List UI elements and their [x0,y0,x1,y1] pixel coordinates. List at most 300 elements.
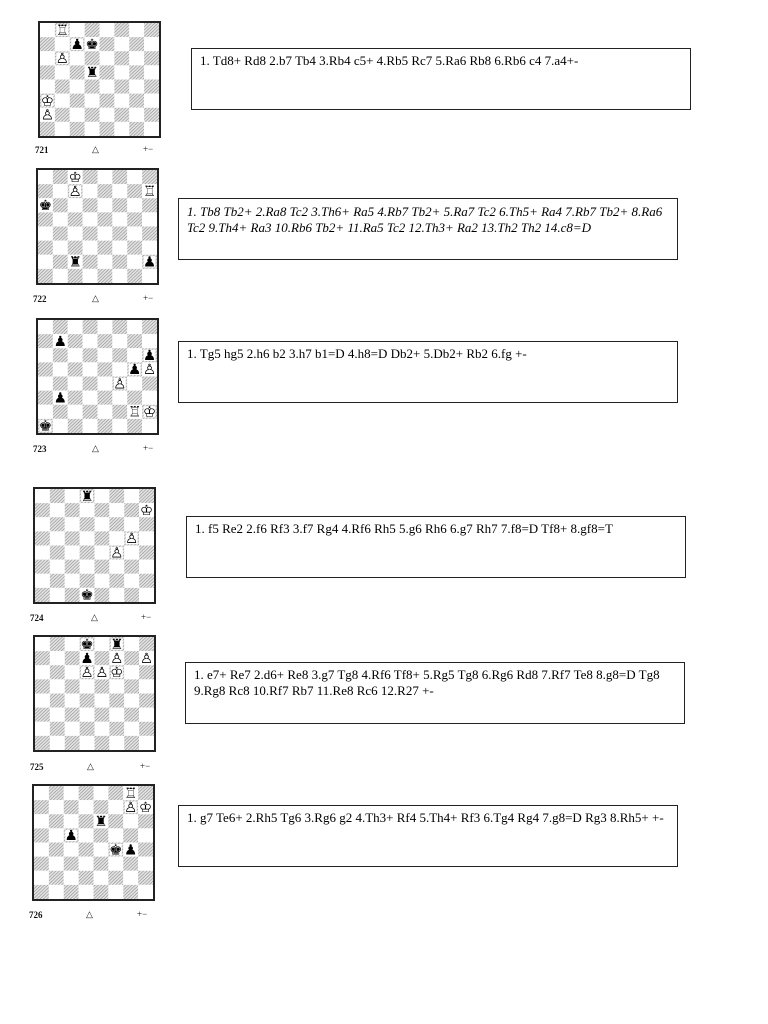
dark-square [124,588,139,602]
light-square [127,320,142,334]
light-square [38,255,53,269]
light-square [129,51,144,65]
dark-square [35,503,50,517]
dark-square [98,391,113,405]
light-square [50,503,65,517]
dark-square [139,665,154,679]
dark-square [38,334,53,348]
dark-square [123,885,138,899]
light-square [98,170,113,184]
dark-square [38,212,53,226]
dark-square [94,800,109,814]
dark-square [124,679,139,693]
dark-square [34,828,49,842]
evaluation-symbol: +− [137,909,148,919]
white-pawn-icon: ♙ [110,545,124,562]
dark-square [64,885,79,899]
chessboard [35,489,154,602]
light-square [83,391,98,405]
dark-square [80,722,95,736]
dark-square [49,871,64,885]
light-square [40,51,55,65]
white-pawn-icon: ♙ [125,531,139,548]
dark-square [139,574,154,588]
dark-square [129,65,144,79]
dark-square [50,694,65,708]
solution-text: 1. Tb8 Tb2+ 2.Ra8 Tc2 3.Th6+ Ra5 4.Rb7 Tb2+ 5.Ra7 Tc2 6.Th5+ Ra4 7.Rb7 Tb2+ 8.Ra6 Tc2 9.Th4+ Ra3 10.Rb6 Tb2+ 11.Ra5 Tc2 12.Th3+ Ra2 13.Th2 Th2 14.c8=D [187,204,663,235]
dark-square [139,694,154,708]
dark-square [142,170,157,184]
light-square [108,857,123,871]
light-square [70,51,85,65]
solution-box-723 [178,341,678,403]
dark-square [34,885,49,899]
dark-square [65,531,80,545]
white-pawn-icon: ♙ [139,651,154,667]
light-square [142,419,157,433]
chess-diagram-725 [33,635,156,752]
diagram-number: 721 [35,145,49,155]
dark-square [65,679,80,693]
light-square [35,694,50,708]
triangle-icon: △ [92,144,99,154]
diagram-number: 725 [30,762,44,772]
dark-square [35,560,50,574]
dark-square [53,227,68,241]
dark-square [127,269,142,283]
light-square [114,37,129,51]
dark-square [109,722,124,736]
black-king-icon: ♚ [85,37,99,53]
dark-square [98,241,113,255]
dark-square [50,517,65,531]
diagram-number: 723 [33,444,47,454]
dark-square [139,637,154,651]
dark-square [55,80,70,94]
light-square [50,736,65,750]
dark-square [95,503,110,517]
chess-diagram-726 [32,784,155,901]
solution-text: 1. Td8+ Rd8 2.b7 Tb4 3.Rb4 c5+ 4.Rb5 Rc7 5.Ra6 Rb8 6.Rb6 c4 7.a4+- [200,53,579,68]
dark-square [98,334,113,348]
light-square [144,65,159,79]
black-king-icon: ♚ [109,842,123,859]
light-square [112,212,127,226]
light-square [49,857,64,871]
light-square [53,184,68,198]
light-square [34,786,49,800]
dark-square [53,255,68,269]
light-square [55,37,70,51]
dark-square [127,184,142,198]
white-king-icon: ♔ [68,170,82,186]
diagram-number: 724 [30,613,44,623]
light-square [124,637,139,651]
light-square [35,489,50,503]
light-square [139,679,154,693]
light-square [144,122,159,136]
diagram-caption-726 [29,910,159,924]
dark-square [38,391,53,405]
dark-square [65,736,80,750]
light-square [139,708,154,722]
light-square [80,503,95,517]
black-pawn-icon: ♟ [80,651,94,667]
dark-square [34,857,49,871]
light-square [127,255,142,269]
dark-square [35,651,50,665]
dark-square [124,708,139,722]
light-square [124,694,139,708]
dark-square [98,362,113,376]
light-square [80,531,95,545]
black-pawn-icon: ♟ [142,348,157,365]
light-square [35,722,50,736]
dark-square [83,377,98,391]
light-square [109,736,124,750]
light-square [114,94,129,108]
dark-square [98,212,113,226]
dark-square [80,517,95,531]
dark-square [68,362,83,376]
light-square [80,560,95,574]
white-rook-icon: ♖ [128,404,142,421]
light-square [65,546,80,560]
dark-square [95,679,110,693]
chessboard [40,23,159,136]
light-square [79,800,94,814]
white-pawn-icon: ♙ [113,376,127,393]
solution-box-721 [191,48,691,110]
dark-square [85,23,100,37]
light-square [142,212,157,226]
light-square [95,694,110,708]
dark-square [138,814,153,828]
light-square [50,560,65,574]
dark-square [68,391,83,405]
dark-square [112,405,127,419]
light-square [94,843,109,857]
dark-square [35,588,50,602]
dark-square [50,546,65,560]
light-square [138,828,153,842]
dark-square [94,857,109,871]
light-square [35,517,50,531]
dark-square [139,489,154,503]
dark-square [129,94,144,108]
dark-square [65,651,80,665]
light-square [124,665,139,679]
dark-square [79,814,94,828]
light-square [35,665,50,679]
light-square [83,419,98,433]
dark-square [79,843,94,857]
dark-square [68,241,83,255]
dark-square [144,108,159,122]
light-square [65,574,80,588]
light-square [68,227,83,241]
light-square [50,679,65,693]
black-rook-icon: ♜ [85,65,99,82]
light-square [139,736,154,750]
white-king-icon: ♔ [40,93,55,110]
dark-square [109,489,124,503]
dark-square [139,517,154,531]
dark-square [112,170,127,184]
light-square [129,23,144,37]
light-square [38,320,53,334]
light-square [50,708,65,722]
dark-square [100,37,115,51]
dark-square [65,560,80,574]
dark-square [95,560,110,574]
light-square [109,503,124,517]
evaluation-symbol: +− [143,293,154,303]
dark-square [35,736,50,750]
light-square [50,531,65,545]
dark-square [83,227,98,241]
dark-square [138,786,153,800]
black-king-icon: ♚ [38,198,53,215]
light-square [139,560,154,574]
black-pawn-icon: ♟ [128,362,142,379]
white-pawn-icon: ♙ [40,107,55,124]
light-square [53,419,68,433]
black-pawn-icon: ♟ [142,254,157,271]
dark-square [53,348,68,362]
light-square [49,828,64,842]
light-square [35,546,50,560]
dark-square [83,255,98,269]
light-square [114,122,129,136]
solution-box-722 [178,198,678,260]
light-square [34,843,49,857]
light-square [80,708,95,722]
dark-square [100,122,115,136]
black-pawn-icon: ♟ [64,828,78,845]
dark-square [40,122,55,136]
light-square [98,348,113,362]
evaluation-symbol: +− [140,761,151,771]
dark-square [38,184,53,198]
light-square [53,241,68,255]
dark-square [38,362,53,376]
light-square [100,80,115,94]
light-square [108,800,123,814]
diagram-caption-721 [35,145,165,159]
solution-text: 1. f5 Re2 2.f6 Rf3 3.f7 Rg4 4.Rf6 Rh5 5.g6 Rh6 6.g7 Rh7 7.f8=D Tf8+ 8.gf8=T [195,521,613,536]
diagram-caption-722 [33,294,163,308]
light-square [83,241,98,255]
diagram-caption-723 [33,444,163,458]
light-square [98,227,113,241]
dark-square [64,857,79,871]
light-square [95,722,110,736]
light-square [55,65,70,79]
light-square [55,122,70,136]
dark-square [53,170,68,184]
dark-square [127,334,142,348]
light-square [98,320,113,334]
light-square [79,857,94,871]
dark-square [138,843,153,857]
dark-square [85,80,100,94]
dark-square [65,503,80,517]
light-square [55,94,70,108]
light-square [95,637,110,651]
light-square [124,546,139,560]
white-pawn-icon: ♙ [142,362,157,379]
light-square [65,694,80,708]
light-square [70,80,85,94]
dark-square [49,786,64,800]
triangle-icon: △ [92,443,99,453]
dark-square [100,94,115,108]
white-pawn-icon: ♙ [95,665,109,682]
light-square [95,546,110,560]
dark-square [80,574,95,588]
dark-square [100,65,115,79]
light-square [127,227,142,241]
light-square [98,405,113,419]
dark-square [98,184,113,198]
white-pawn-icon: ♙ [110,651,124,667]
dark-square [95,708,110,722]
dark-square [98,419,113,433]
dark-square [127,391,142,405]
light-square [98,377,113,391]
light-square [95,574,110,588]
dark-square [95,588,110,602]
light-square [83,362,98,376]
diagram-caption-725 [30,762,160,776]
dark-square [109,694,124,708]
light-square [109,560,124,574]
light-square [94,786,109,800]
light-square [64,786,79,800]
dark-square [127,241,142,255]
light-square [38,227,53,241]
black-rook-icon: ♜ [110,637,124,653]
light-square [65,517,80,531]
white-king-icon: ♔ [142,404,157,421]
chessboard [38,320,157,433]
chessboard [35,637,154,750]
solution-text: 1. e7+ Re7 2.d6+ Re8 3.g7 Tg8 4.Rf6 Tf8+ 5.Rg5 Tg8 6.Rg6 Rd8 7.Rf7 Te8 8.g8=D Tg8 9.Rg8 Rc8 10.Rf7 Rb7 11.Re8 Rc6 12.R27 +- [194,667,660,698]
dark-square [112,198,127,212]
light-square [142,334,157,348]
dark-square [144,80,159,94]
light-square [83,212,98,226]
light-square [35,574,50,588]
light-square [68,348,83,362]
triangle-icon: △ [91,612,98,622]
black-pawn-icon: ♟ [70,37,84,53]
chess-diagram-723 [36,318,159,435]
light-square [95,489,110,503]
dark-square [94,885,109,899]
dark-square [53,405,68,419]
light-square [50,588,65,602]
dark-square [68,269,83,283]
dark-square [38,269,53,283]
light-square [68,405,83,419]
light-square [83,334,98,348]
dark-square [40,65,55,79]
light-square [114,65,129,79]
light-square [94,871,109,885]
light-square [112,362,127,376]
dark-square [35,679,50,693]
light-square [127,348,142,362]
dark-square [53,377,68,391]
dark-square [144,23,159,37]
white-pawn-icon: ♙ [124,800,138,816]
dark-square [142,227,157,241]
dark-square [68,419,83,433]
light-square [79,828,94,842]
light-square [38,348,53,362]
chess-diagram-724 [33,487,156,604]
light-square [68,198,83,212]
dark-square [68,212,83,226]
light-square [53,212,68,226]
light-square [139,531,154,545]
light-square [124,722,139,736]
light-square [109,679,124,693]
dark-square [83,198,98,212]
dark-square [123,828,138,842]
dark-square [124,503,139,517]
light-square [144,37,159,51]
dark-square [114,80,129,94]
light-square [64,814,79,828]
chess-diagram-721 [38,21,161,138]
evaluation-symbol: +− [143,144,154,154]
dark-square [112,320,127,334]
black-king-icon: ♚ [80,637,94,653]
dark-square [108,786,123,800]
dark-square [40,37,55,51]
light-square [124,574,139,588]
triangle-icon: △ [87,761,94,771]
light-square [34,814,49,828]
light-square [65,489,80,503]
light-square [34,871,49,885]
light-square [112,269,127,283]
light-square [142,391,157,405]
dark-square [50,637,65,651]
triangle-icon: △ [92,293,99,303]
dark-square [80,546,95,560]
dark-square [109,517,124,531]
light-square [100,51,115,65]
dark-square [127,212,142,226]
light-square [144,94,159,108]
dark-square [123,857,138,871]
light-square [68,320,83,334]
dark-square [124,736,139,750]
dark-square [129,122,144,136]
light-square [49,885,64,899]
light-square [138,885,153,899]
black-pawn-icon: ♟ [124,842,138,859]
dark-square [83,320,98,334]
light-square [50,651,65,665]
dark-square [50,722,65,736]
white-pawn-icon: ♙ [55,51,69,68]
dark-square [108,814,123,828]
